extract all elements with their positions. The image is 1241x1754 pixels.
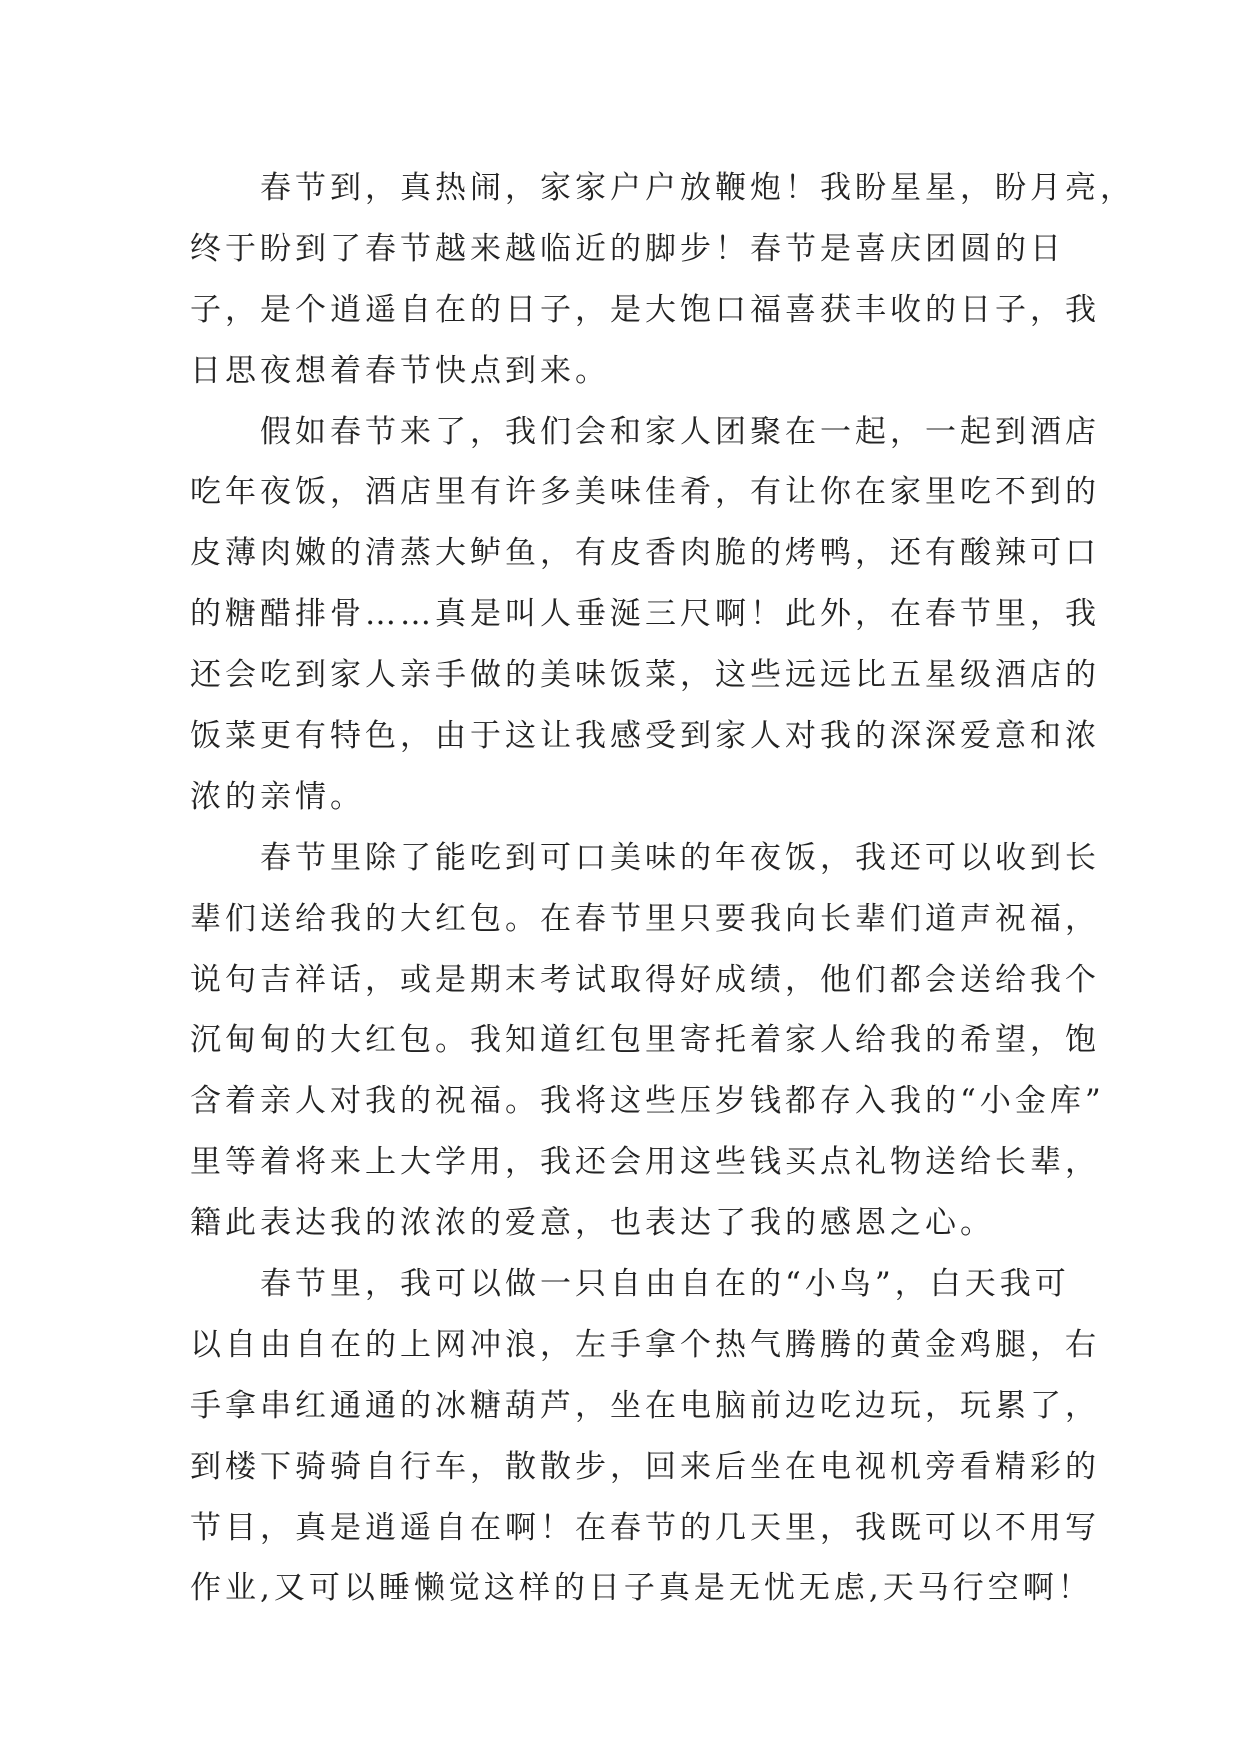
text-line: 节目，真是逍遥自在啊！在春节的几天里，我既可以不用写	[190, 1509, 1100, 1546]
text-line: 浓的亲情。	[190, 778, 365, 815]
text-line: 作业,又可以睡懒觉这样的日子真是无忧无虑,天马行空啊！	[190, 1570, 1093, 1607]
text-line: 到楼下骑骑自行车，散散步，回来后坐在电视机旁看精彩的	[190, 1448, 1100, 1485]
text-line: 饭菜更有特色，由于这让我感受到家人对我的深深爱意和浓	[190, 718, 1100, 755]
text-line: 还会吃到家人亲手做的美味饭菜，这些远远比五星级酒店的	[190, 657, 1100, 694]
text-line: 吃年夜饭，酒店里有许多美味佳肴，有让你在家里吃不到的	[190, 474, 1100, 511]
essay-text	[190, 158, 1135, 1619]
text-line: 说句吉祥话，或是期末考试取得好成绩，他们都会送给我个	[190, 961, 1100, 998]
text-line: 含着亲人对我的祝福。我将这些压岁钱都存入我的“小金库”	[190, 1083, 1105, 1120]
text-line: 手拿串红通通的冰糖葫芦，坐在电脑前边吃边玩，玩累了，	[190, 1387, 1100, 1424]
text-line: 皮薄肉嫩的清蒸大鲈鱼，有皮香肉脆的烤鸭，还有酸辣可口	[190, 535, 1100, 572]
text-line: 辈们送给我的大红包。在春节里只要我向长辈们道声祝福，	[190, 900, 1100, 937]
text-line: 春节里，我可以做一只自由自在的“小鸟”，白天我可	[190, 1266, 1070, 1303]
text-line: 以自由自在的上网冲浪，左手拿个热气腾腾的黄金鸡腿，右	[190, 1326, 1100, 1363]
text-line: 的糖醋排骨……真是叫人垂涎三尺啊！此外，在春节里，我	[190, 596, 1100, 633]
text-line: 假如春节来了，我们会和家人团聚在一起，一起到酒店	[190, 413, 1100, 450]
text-line: 春节到，真热闹，家家户户放鞭炮！我盼星星，盼月亮，	[190, 170, 1135, 206]
text-line: 里等着将来上大学用，我还会用这些钱买点礼物送给长辈，	[190, 1144, 1100, 1181]
text-line: 沉甸甸的大红包。我知道红包里寄托着家人给我的希望，饱	[190, 1022, 1100, 1059]
text-line: 终于盼到了春节越来越临近的脚步！春节是喜庆团圆的日	[190, 230, 1065, 267]
text-line: 日思夜想着春节快点到来。	[190, 352, 610, 389]
text-line: 籍此表达我的浓浓的爱意，也表达了我的感恩之心。	[190, 1205, 995, 1242]
text-line: 子，是个逍遥自在的日子，是大饱口福喜获丰收的日子，我	[190, 291, 1100, 328]
text-line: 春节里除了能吃到可口美味的年夜饭，我还可以收到长	[190, 839, 1100, 876]
